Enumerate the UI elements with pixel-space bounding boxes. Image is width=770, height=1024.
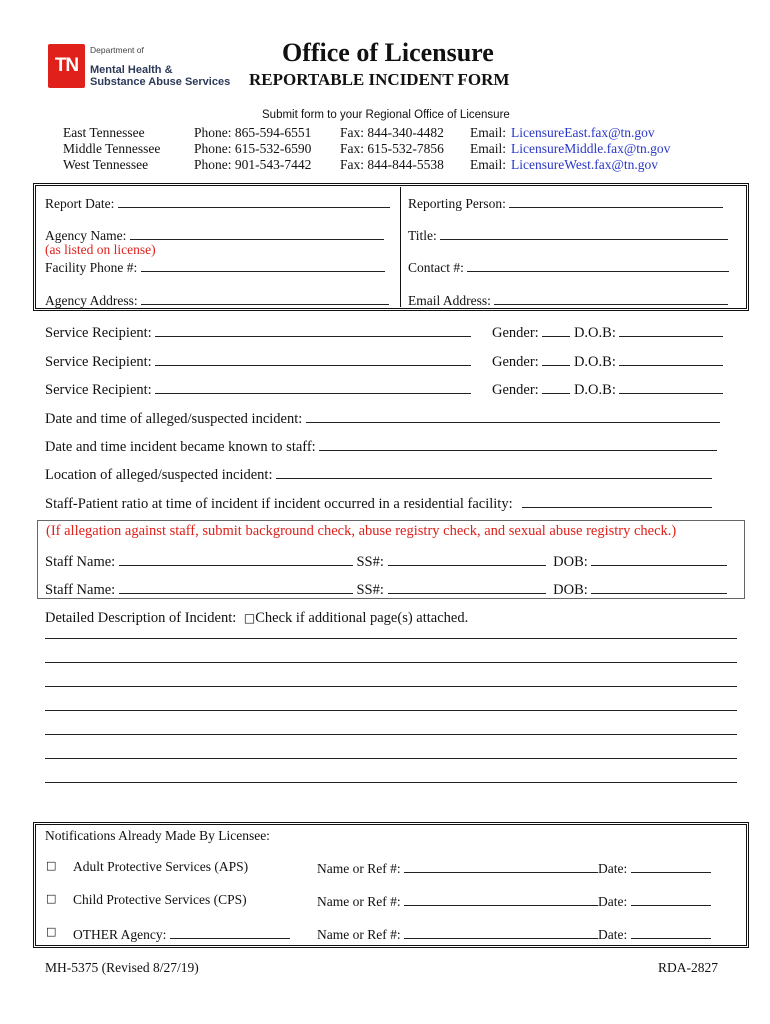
agency-name-line[interactable] bbox=[130, 226, 384, 240]
office-email-link[interactable]: LicensureWest.fax@tn.gov bbox=[511, 157, 659, 172]
attachment-check-text: Check if additional page(s) attached. bbox=[255, 610, 469, 626]
staff-name-line[interactable] bbox=[119, 552, 353, 566]
title-field[interactable] bbox=[408, 226, 728, 244]
gender-label: Gender: bbox=[492, 325, 539, 341]
email-address-label: Email Address: bbox=[408, 293, 491, 308]
description-line[interactable] bbox=[45, 638, 737, 639]
notification-ref-field[interactable] bbox=[317, 892, 711, 910]
staff-dob-label: DOB: bbox=[553, 554, 588, 570]
title-line[interactable] bbox=[440, 226, 728, 240]
dob-label: D.O.B: bbox=[573, 382, 616, 398]
date-alleged-label: Date and time of alleged/suspected incident: bbox=[45, 411, 303, 427]
notification-checkbox-icon[interactable]: □ bbox=[46, 859, 57, 872]
dob-line[interactable] bbox=[619, 323, 723, 337]
notification-date-label: Date: bbox=[597, 861, 628, 876]
other-agency-line[interactable] bbox=[170, 925, 290, 939]
facility-phone-line[interactable] bbox=[141, 258, 385, 272]
ss-line[interactable] bbox=[388, 580, 546, 594]
office-phone: Phone: 901-543-7442 bbox=[194, 157, 312, 172]
form-number: MH-5375 (Revised 8/27/19) bbox=[45, 960, 199, 975]
service-recipient-label: Service Recipient: bbox=[45, 354, 152, 370]
contact-field[interactable] bbox=[408, 258, 729, 276]
title-label: Title: bbox=[408, 228, 437, 243]
office-email-link[interactable]: LicensureMiddle.fax@tn.gov bbox=[511, 141, 671, 156]
staff-notice: (If allegation against staff, submit background check, abuse registry check, and sexual abuse registry check.) bbox=[46, 523, 677, 539]
office-fax: Fax: 844-844-5538 bbox=[340, 157, 444, 172]
ratio-field[interactable] bbox=[45, 494, 712, 513]
office-email-label: Email: bbox=[470, 141, 506, 156]
date-alleged-line[interactable] bbox=[306, 409, 720, 423]
office-phone: Phone: 865-594-6551 bbox=[194, 125, 312, 140]
service-recipient-field[interactable] bbox=[45, 352, 471, 371]
description-line[interactable] bbox=[45, 782, 737, 783]
agency-name-label: Agency Name: bbox=[45, 228, 127, 243]
facility-phone-field[interactable] bbox=[45, 258, 385, 276]
reporting-person-line[interactable] bbox=[509, 194, 723, 208]
staff-name-line[interactable] bbox=[119, 580, 353, 594]
dob-line[interactable] bbox=[619, 380, 723, 394]
office-email-label: Email: bbox=[470, 125, 506, 140]
reporting-person-label: Reporting Person: bbox=[408, 196, 506, 211]
office-phone: Phone: 615-532-6590 bbox=[194, 141, 312, 156]
email-address-line[interactable] bbox=[494, 291, 728, 305]
service-recipient-line[interactable] bbox=[155, 323, 471, 337]
staff-name-label: Staff Name: bbox=[45, 582, 116, 598]
notification-agency: Child Protective Services (CPS) bbox=[73, 892, 247, 907]
office-region: East Tennessee bbox=[63, 125, 145, 140]
description-line[interactable] bbox=[45, 686, 737, 687]
notification-agency: Adult Protective Services (APS) bbox=[73, 859, 249, 874]
ss-label: SS#: bbox=[356, 554, 384, 570]
staff-dob-label: DOB: bbox=[553, 582, 588, 598]
report-date-field[interactable] bbox=[45, 194, 390, 212]
dob-label: D.O.B: bbox=[573, 325, 616, 341]
date-known-label: Date and time incident became known to staff: bbox=[45, 439, 316, 455]
description-line[interactable] bbox=[45, 662, 737, 663]
reporting-person-field[interactable] bbox=[408, 194, 723, 212]
office-email-link[interactable]: LicensureEast.fax@tn.gov bbox=[511, 125, 655, 140]
gender-line[interactable] bbox=[542, 380, 570, 394]
notifications-heading: Notifications Already Made By Licensee: bbox=[45, 828, 270, 843]
agency-address-line[interactable] bbox=[141, 291, 389, 305]
agency-address-field[interactable] bbox=[45, 291, 389, 309]
notification-checkbox-icon[interactable]: □ bbox=[46, 892, 57, 905]
ratio-label: Staff-Patient ratio at time of incident if incident occurred in a residential facility: bbox=[45, 496, 513, 512]
attachment-checkbox-icon[interactable]: □ bbox=[243, 611, 256, 625]
notification-date-line[interactable] bbox=[631, 859, 711, 873]
location-line[interactable] bbox=[276, 465, 712, 479]
notification-date-label: Date: bbox=[597, 894, 628, 909]
ss-label: SS#: bbox=[356, 582, 384, 598]
gender-line[interactable] bbox=[542, 323, 570, 337]
report-date-label: Report Date: bbox=[45, 196, 115, 211]
logo-name-line1: Mental Health & bbox=[90, 64, 173, 76]
facility-phone-label: Facility Phone #: bbox=[45, 260, 138, 275]
logo-name-line2: Substance Abuse Services bbox=[90, 76, 231, 88]
notification-ref-field[interactable] bbox=[317, 859, 711, 877]
gender-line[interactable] bbox=[542, 352, 570, 366]
staff-dob-line[interactable] bbox=[591, 552, 727, 566]
tn-logo bbox=[48, 44, 234, 90]
office-region: Middle Tennessee bbox=[63, 141, 161, 156]
service-recipient-line[interactable] bbox=[155, 380, 471, 394]
contact-label: Contact #: bbox=[408, 260, 464, 275]
service-recipient-field[interactable] bbox=[45, 380, 471, 399]
ref-label: Name or Ref #: bbox=[317, 861, 401, 876]
logo-name bbox=[90, 64, 230, 88]
logo-department-line: Department of bbox=[90, 45, 144, 55]
notification-checkbox-icon[interactable]: □ bbox=[46, 925, 57, 938]
location-label: Location of alleged/suspected incident: bbox=[45, 467, 273, 483]
description-line[interactable] bbox=[45, 710, 737, 711]
gender-label: Gender: bbox=[492, 382, 539, 398]
gender-dob-field[interactable] bbox=[492, 380, 723, 399]
gender-dob-field[interactable] bbox=[492, 352, 723, 371]
office-region: West Tennessee bbox=[63, 157, 149, 172]
service-recipient-field[interactable] bbox=[45, 323, 471, 342]
ref-line[interactable] bbox=[404, 925, 598, 939]
email-address-field[interactable] bbox=[408, 291, 728, 309]
report-date-line[interactable] bbox=[118, 194, 390, 208]
ss-line[interactable] bbox=[388, 552, 546, 566]
date-known-field[interactable] bbox=[45, 437, 717, 456]
ref-line[interactable] bbox=[404, 892, 598, 906]
agency-box-divider bbox=[400, 187, 401, 307]
ref-label: Name or Ref #: bbox=[317, 894, 401, 909]
notification-agency: OTHER Agency: bbox=[73, 927, 167, 942]
notification-date-line[interactable] bbox=[631, 925, 711, 939]
agency-name-note: (as listed on license) bbox=[45, 242, 156, 257]
ref-label: Name or Ref #: bbox=[317, 927, 401, 942]
rda-number: RDA-2827 bbox=[658, 960, 718, 975]
location-field[interactable] bbox=[45, 465, 712, 484]
office-email-label: Email: bbox=[470, 157, 506, 172]
staff-row[interactable] bbox=[45, 580, 727, 599]
gender-label: Gender: bbox=[492, 354, 539, 370]
description-label: Detailed Description of Incident: bbox=[45, 610, 237, 626]
ratio-line[interactable] bbox=[522, 494, 712, 508]
contact-line[interactable] bbox=[467, 258, 729, 272]
submit-note: Submit form to your Regional Office of Licensure bbox=[262, 109, 510, 121]
description-line[interactable] bbox=[45, 734, 737, 735]
description-heading bbox=[45, 610, 468, 627]
office-fax: Fax: 615-532-7856 bbox=[340, 141, 444, 156]
dob-line[interactable] bbox=[619, 352, 723, 366]
tn-badge: TN bbox=[48, 44, 85, 88]
form-subtitle: REPORTABLE INCIDENT FORM bbox=[249, 70, 510, 89]
staff-name-label: Staff Name: bbox=[45, 554, 116, 570]
office-fax: Fax: 844-340-4482 bbox=[340, 125, 444, 140]
gender-dob-field[interactable] bbox=[492, 323, 723, 342]
ref-line[interactable] bbox=[404, 859, 598, 873]
date-known-line[interactable] bbox=[319, 437, 717, 451]
notification-date-line[interactable] bbox=[631, 892, 711, 906]
service-recipient-label: Service Recipient: bbox=[45, 382, 152, 398]
date-alleged-field[interactable] bbox=[45, 409, 720, 428]
other-agency-field[interactable] bbox=[73, 925, 290, 943]
staff-dob-line[interactable] bbox=[591, 580, 727, 594]
description-line[interactable] bbox=[45, 758, 737, 759]
service-recipient-line[interactable] bbox=[155, 352, 471, 366]
notification-ref-field[interactable] bbox=[317, 925, 711, 943]
dob-label: D.O.B: bbox=[573, 354, 616, 370]
staff-row[interactable] bbox=[45, 552, 727, 571]
page-title: Office of Licensure bbox=[282, 38, 494, 67]
notification-date-label: Date: bbox=[597, 927, 628, 942]
agency-address-label: Agency Address: bbox=[45, 293, 138, 308]
service-recipient-label: Service Recipient: bbox=[45, 325, 152, 341]
